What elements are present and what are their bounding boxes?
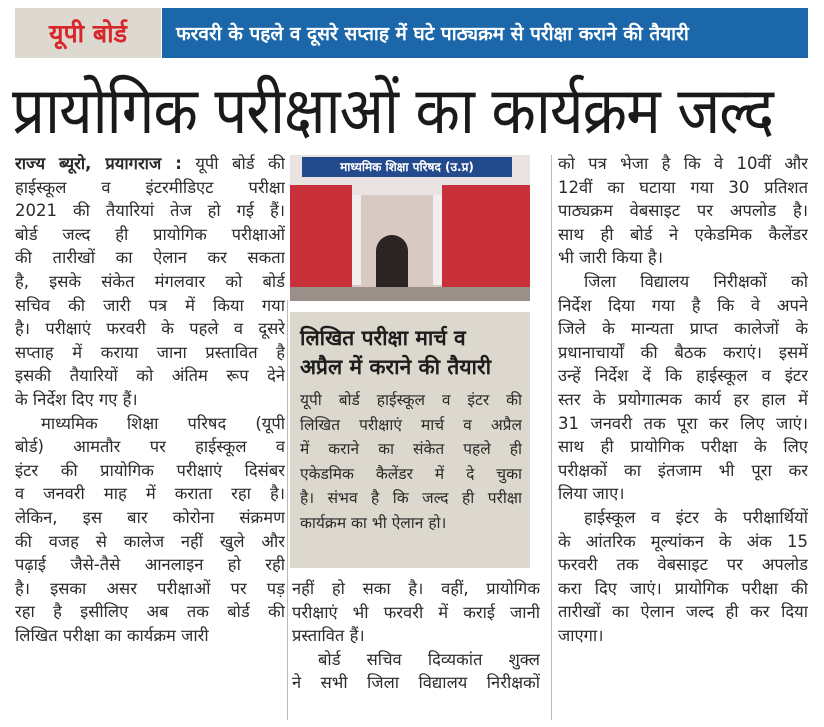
text-line: रहा है इसीलिए अब तक बोर्ड की <box>15 602 285 622</box>
text-line: की तारीखों का ऐलान कर सकता <box>15 248 285 268</box>
photo-wall-left <box>290 185 352 301</box>
sidebar-box <box>290 312 530 568</box>
text-line: हाईस्कूल व इंटर के परीक्षार्थियों <box>584 507 808 527</box>
text-line: है। परीक्षाएं फरवरी के पहले व दूसरे <box>15 319 285 339</box>
headline: प्रायोगिक परीक्षाओं का कार्यक्रम जल्द <box>12 72 774 149</box>
column-divider <box>551 155 552 720</box>
text-line: प्रधानाचार्यों की बैठक कराएं। इसमें <box>558 342 808 362</box>
subheadline-bar: फरवरी के पहले व दूसरे सप्ताह में घटे पाठ्यक्रम से परीक्षा कराने की तैयारी <box>162 8 808 58</box>
text-line-rest: यूपी बोर्ड की <box>181 154 285 173</box>
text-line: है, इसके संकेत मंगलवार को बोर्ड <box>15 271 285 291</box>
text-line: सचिव की जारी पत्र में किया गया <box>15 295 285 315</box>
photo-pillar <box>352 195 361 285</box>
text-line: प्रस्तावित हैं। <box>292 626 365 646</box>
text-line: तारीखों का ऐलान जल्द ही कर दिया <box>558 602 808 622</box>
article-column-2 <box>292 577 540 695</box>
text-line: उन्हें निर्देश दें कि हाईस्कूल व इंटर <box>558 366 808 386</box>
sidebar-box-line: यूपी बोर्ड हाईस्कूल व इंटर की <box>300 391 522 409</box>
text-line: हाईस्कूल व इंटरमीडिएट परीक्षा <box>15 177 285 197</box>
column-divider <box>287 300 288 720</box>
text-line: स्तर के प्रयोगात्मक कार्य हर हाल में <box>558 389 808 409</box>
text-line: परीक्षाएं भी फरवरी में कराई जानी <box>292 602 540 622</box>
text-line: लिया जाए। <box>558 484 625 504</box>
text-line: सप्ताह में कराया जाना प्रस्तावित है <box>15 342 285 362</box>
text-line: जिले के मान्यता प्राप्त कालेजों के <box>558 319 808 339</box>
sidebar-box-title-line: अप्रैल में कराने की तैयारी <box>300 355 492 379</box>
sidebar-box-title-line: लिखित परीक्षा मार्च व <box>300 326 466 350</box>
sidebar-box-line: कार्यक्रम का भी ऐलान हो। <box>300 513 447 532</box>
text-line: करा दिए जाएं। प्रायोगिक परीक्षा की <box>558 578 808 598</box>
article-column-3 <box>558 152 808 647</box>
text-line: के आंतरिक मूल्यांकन के अंक 15 <box>558 531 808 551</box>
photo-ground <box>290 287 530 301</box>
text-line: के निर्देश दिए गए हैं। <box>15 389 138 409</box>
text-line: भी जारी किया है। <box>558 248 663 268</box>
text-line: ने सभी जिला विद्यालय निरीक्षकों <box>292 673 540 693</box>
text-line: पाठ्यक्रम वेबसाइट पर अपलोड है। <box>558 201 808 221</box>
text-line: माध्यमिक शिक्षा परिषद (यूपी <box>41 413 285 433</box>
text-line: फरवरी तक वेबसाइट पर अपलोड <box>558 555 808 575</box>
text-line: बोर्ड) आमतौर पर हाईस्कूल व <box>15 437 285 457</box>
dateline: राज्य ब्यूरो, प्रयागराज : <box>15 154 182 173</box>
photo-door <box>376 235 408 290</box>
text-line: व जनवरी माह में कराता रहा है। <box>15 484 285 504</box>
text-line: जिला विद्यालय निरीक्षकों को <box>584 271 808 291</box>
article-column-1 <box>15 152 285 647</box>
text-line: 12वीं का घटाया गया 30 प्रतिशत <box>558 177 808 197</box>
text-line: निर्देश दिया गया है कि वे अपने <box>558 295 808 315</box>
section-label: यूपी बोर्ड <box>15 8 161 58</box>
sidebar-box-line: में कराने का संकेत पहले ही <box>300 440 522 458</box>
text-line: साथ ही बोर्ड ने एकेडमिक कैलेंडर <box>558 224 808 244</box>
text-line: साथ ही प्रायोगिक परीक्षा के लिए <box>558 437 808 457</box>
sidebar-box-title <box>300 324 522 382</box>
text-line: बोर्ड जल्द ही प्रायोगिक परीक्षाओं <box>15 224 285 244</box>
sidebar-box-line: एकेडमिक कैलेंडर में दे चुका <box>300 464 522 483</box>
text-line: पढ़ाई जैसे-तैसे आनलाइन हो रही <box>15 555 285 575</box>
text-line: लिखित परीक्षा का कार्यक्रम जारी <box>15 625 209 645</box>
text-line: 31 जनवरी तक पूरा कर लिए जाएं। <box>558 413 808 433</box>
text-line: जाएगा। <box>558 625 604 645</box>
text-line <box>15 152 285 176</box>
text-line: लेकिन, इस बार कोरोना संक्रमण <box>15 507 285 527</box>
text-line: 2021 की तैयारियां तेज हो गई हैं। <box>15 201 285 221</box>
text-line: नहीं हो सका है। वहीं, प्रायोगिक <box>292 579 540 598</box>
board-office-photo <box>290 155 530 301</box>
photo-wall-right <box>442 185 530 301</box>
text-line: परीक्षकों का इंतजाम भी पूरा कर <box>558 460 808 480</box>
photo-sign: माध्यमिक शिक्षा परिषद (उ.प्र) <box>302 157 512 177</box>
sidebar-box-line: है। संभव है कि जल्द ही परीक्षा <box>300 489 522 507</box>
photo-pillar <box>433 195 442 285</box>
text-line: बोर्ड सचिव दिव्यकांत शुक्ल <box>318 649 540 669</box>
text-line: की वजह से कालेज नहीं खुले और <box>15 531 285 551</box>
sidebar-box-body <box>300 388 522 535</box>
sidebar-box-line: लिखित परीक्षाएं मार्च व अप्रैल <box>300 415 522 434</box>
text-line: इंटर की प्रायोगिक परीक्षाएं दिसंबर <box>15 460 285 480</box>
text-line: को पत्र भेजा है कि वे 10वीं और <box>558 154 808 173</box>
text-line: इसकी तैयारियों को अंतिम रूप देने <box>15 366 285 386</box>
text-line: है। इसका असर परीक्षाओं पर पड़ <box>15 578 285 598</box>
